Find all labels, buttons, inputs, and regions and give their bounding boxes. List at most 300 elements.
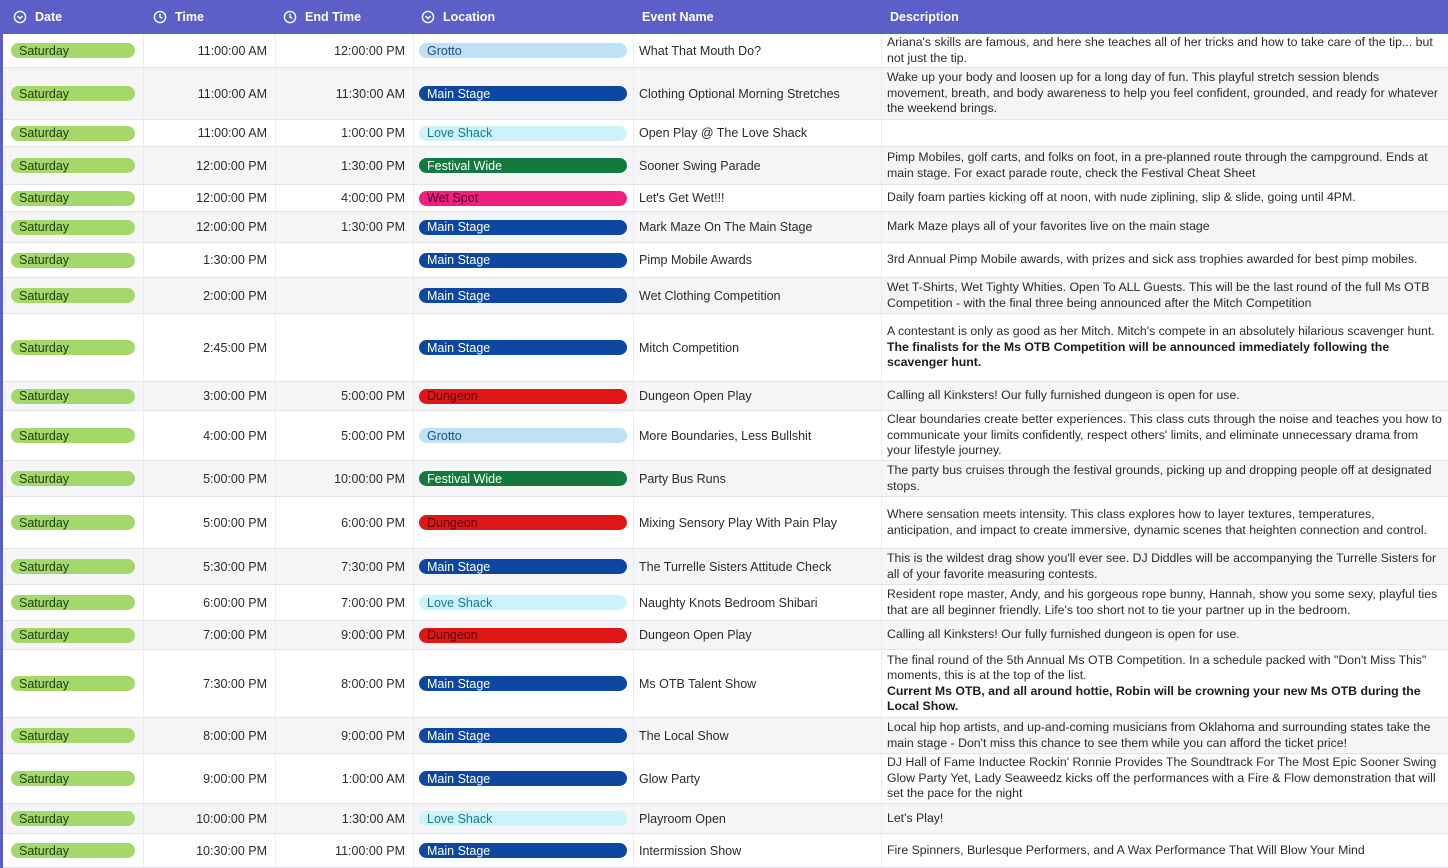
description-cell[interactable]: [887, 68, 1443, 119]
location-tag: Main Stage: [419, 771, 627, 786]
location-cell[interactable]: [419, 185, 627, 211]
table-row[interactable]: [3, 314, 1448, 382]
time-value: 8:00:00 PM: [203, 728, 267, 743]
event-name: Sooner Swing Parade: [639, 158, 761, 173]
description-content: [887, 324, 1443, 371]
location-tag: Dungeon: [419, 628, 627, 643]
description-cell[interactable]: [887, 120, 1443, 146]
column-divider: [143, 585, 144, 620]
table-row[interactable]: [3, 585, 1448, 621]
column-divider: [275, 718, 276, 753]
event-name-cell[interactable]: [639, 243, 877, 277]
time-value: 5:00:00 PM: [203, 515, 267, 530]
date-cell[interactable]: [11, 621, 139, 649]
end-time-cell[interactable]: [275, 243, 405, 277]
description-cell[interactable]: [887, 212, 1443, 242]
table-row[interactable]: [3, 278, 1448, 314]
end-time-cell[interactable]: [275, 804, 405, 833]
date-cell[interactable]: [11, 804, 139, 833]
column-header-label: End Time: [305, 10, 362, 24]
description-cell[interactable]: [887, 278, 1443, 313]
location-cell[interactable]: [419, 212, 627, 242]
location-cell[interactable]: [419, 754, 627, 803]
date-cell[interactable]: [11, 212, 139, 242]
column-header-label: Date: [35, 10, 63, 24]
location-cell[interactable]: [419, 147, 627, 184]
column-divider: [633, 621, 634, 649]
date-cell[interactable]: [11, 754, 139, 803]
column-divider: [143, 382, 144, 410]
end-time-cell[interactable]: [275, 314, 405, 381]
location-cell[interactable]: [419, 411, 627, 460]
column-header-event-name[interactable]: [642, 0, 714, 34]
end-time-value: 5:00:00 PM: [341, 428, 405, 443]
date-cell[interactable]: [11, 147, 139, 184]
description-cell[interactable]: [887, 34, 1443, 67]
description-text: Let's Play!: [887, 810, 944, 825]
event-name: Mark Maze On The Main Stage: [639, 220, 813, 234]
time-cell[interactable]: [143, 185, 267, 211]
table-row[interactable]: [3, 212, 1448, 243]
description-content: [887, 755, 1443, 802]
time-cell[interactable]: [143, 718, 267, 753]
event-name-cell[interactable]: [639, 718, 877, 753]
table-row[interactable]: [3, 754, 1448, 804]
event-name-cell[interactable]: [639, 549, 877, 584]
end-time-cell[interactable]: [275, 382, 405, 410]
column-divider: [143, 185, 144, 211]
column-header-description[interactable]: [890, 0, 959, 34]
table-row[interactable]: [3, 382, 1448, 411]
date-cell[interactable]: [11, 411, 139, 460]
event-name: Mitch Competition: [639, 340, 740, 355]
location-cell[interactable]: [419, 549, 627, 584]
column-divider: [881, 212, 882, 242]
date-tag: Saturday: [11, 428, 135, 443]
column-divider: [881, 621, 882, 649]
table-row[interactable]: [3, 34, 1448, 68]
column-divider: [633, 185, 634, 211]
date-tag: Saturday: [11, 728, 135, 743]
event-name: Pimp Mobile Awards: [639, 253, 753, 267]
event-name: Intermission Show: [639, 843, 742, 858]
description-text: Daily foam parties kicking off at noon, with nude ziplining, slip & slide, going until 4PM.: [887, 190, 1356, 205]
description-cell[interactable]: [887, 382, 1443, 410]
table-row[interactable]: [3, 120, 1448, 147]
date-cell[interactable]: [11, 185, 139, 211]
date-cell[interactable]: [11, 34, 139, 67]
column-divider: [275, 411, 276, 460]
date-cell[interactable]: [11, 650, 139, 717]
end-time-cell[interactable]: [275, 212, 405, 242]
time-value: 11:00:00 AM: [197, 86, 267, 101]
location-cell[interactable]: [419, 718, 627, 753]
time-value: 12:00:00 PM: [196, 191, 267, 205]
description-cell[interactable]: [887, 314, 1443, 381]
end-time-cell[interactable]: [275, 834, 405, 867]
description-text: Resident rope master, Andy, and his gorgeous rope bunny, Hannah, show you some sexy, playful ties that are all beginner friendly. Life's too short not to tie your partner up in the bedroom.: [887, 587, 1438, 617]
column-divider: [143, 718, 144, 753]
end-time-value: 7:00:00 PM: [341, 595, 405, 610]
table-row[interactable]: [3, 621, 1448, 650]
event-name-cell[interactable]: [639, 68, 877, 119]
column-divider: [413, 585, 414, 620]
description-text: The final round of the 5th Annual Ms OTB Competition. In a schedule packed with "Don't Miss This" moments, this is at the top of the list.: [887, 652, 1427, 682]
date-cell[interactable]: [11, 585, 139, 620]
location-cell[interactable]: [419, 243, 627, 277]
time-value: 5:00:00 PM: [203, 471, 267, 486]
time-cell[interactable]: [143, 34, 267, 67]
table-row[interactable]: [3, 185, 1448, 212]
date-cell[interactable]: [11, 314, 139, 381]
event-name-cell[interactable]: [639, 754, 877, 803]
column-divider: [143, 278, 144, 313]
location-cell[interactable]: [419, 834, 627, 867]
clock-icon: [153, 10, 167, 24]
dropdown-circle-icon: [421, 10, 435, 24]
date-cell[interactable]: [11, 549, 139, 584]
date-cell[interactable]: [11, 278, 139, 313]
event-name: Dungeon Open Play: [639, 628, 752, 642]
date-cell[interactable]: [11, 497, 139, 548]
column-divider: [413, 185, 414, 211]
location-cell[interactable]: [419, 804, 627, 833]
date-tag: Saturday: [11, 253, 135, 268]
table-row[interactable]: [3, 461, 1448, 497]
column-divider: [881, 804, 882, 833]
description-text: Clear boundaries create better experiences. This class cuts through the noise and teaches you how to communicate your limits confidently, respect others' limits, and eliminate unnecessary drama from your lifestyle journey.: [887, 412, 1442, 458]
column-divider: [881, 411, 882, 460]
event-name-cell[interactable]: [639, 834, 877, 867]
description-content: [887, 653, 1443, 715]
time-cell[interactable]: [143, 804, 267, 833]
description-text: Wet T-Shirts, Wet Tighty Whities. Open To ALL Guests. This will be the last round of the full Ms OTB Competition - with the final three being announced after the Mitch Competition: [887, 280, 1430, 310]
column-divider: [413, 718, 414, 753]
time-cell[interactable]: [143, 278, 267, 313]
event-name: What That Mouth Do?: [639, 43, 762, 58]
location-tag: Main Stage: [419, 340, 627, 355]
description-content: [887, 388, 1240, 404]
description-cell[interactable]: [887, 621, 1443, 649]
date-tag: Saturday: [11, 389, 135, 404]
column-divider: [633, 314, 634, 381]
end-time-cell[interactable]: [275, 278, 405, 313]
column-divider: [143, 314, 144, 381]
table-row[interactable]: [3, 68, 1448, 120]
time-value: 5:30:00 PM: [203, 559, 267, 574]
table-row[interactable]: [3, 497, 1448, 549]
date-tag: Saturday: [11, 86, 135, 101]
time-value: 3:00:00 PM: [203, 389, 267, 403]
date-tag: Saturday: [11, 811, 135, 826]
end-time-value: 12:00:00 PM: [334, 43, 405, 58]
location-tag: Festival Wide: [419, 158, 627, 173]
end-time-cell[interactable]: [275, 754, 405, 803]
column-divider: [275, 382, 276, 410]
end-time-cell[interactable]: [275, 34, 405, 67]
location-tag: Main Stage: [419, 288, 627, 303]
description-cell[interactable]: [887, 147, 1443, 184]
end-time-cell[interactable]: [275, 185, 405, 211]
table-row[interactable]: [3, 834, 1448, 868]
time-cell[interactable]: [143, 68, 267, 119]
column-divider: [413, 212, 414, 242]
column-divider: [633, 804, 634, 833]
end-time-cell[interactable]: [275, 718, 405, 753]
location-cell[interactable]: [419, 497, 627, 548]
description-content: [887, 70, 1443, 117]
end-time-value: 10:00:00 PM: [334, 471, 405, 486]
table-row[interactable]: [3, 549, 1448, 585]
column-divider: [881, 243, 882, 277]
description-cell[interactable]: [887, 804, 1443, 833]
column-divider: [633, 382, 634, 410]
event-name-cell[interactable]: [639, 120, 877, 146]
description-text: This is the wildest drag show you'll ever see. DJ Diddles will be accompanying the Turrelle Sisters for all of your favorite measuring contests.: [887, 551, 1437, 581]
location-cell[interactable]: [419, 278, 627, 313]
time-cell[interactable]: [143, 754, 267, 803]
column-divider: [881, 68, 882, 119]
event-name: Glow Party: [639, 771, 701, 786]
event-name: Playroom Open: [639, 811, 726, 826]
event-name: More Boundaries, Less Bullshit: [639, 428, 812, 443]
date-cell[interactable]: [11, 243, 139, 277]
column-divider: [275, 497, 276, 548]
event-name-cell[interactable]: [639, 314, 877, 381]
column-divider: [881, 754, 882, 803]
time-cell[interactable]: [143, 585, 267, 620]
time-value: 12:00:00 PM: [196, 158, 267, 173]
date-tag: Saturday: [11, 43, 135, 58]
table-row[interactable]: [3, 718, 1448, 754]
event-name-cell[interactable]: [639, 411, 877, 460]
description-text: A contestant is only as good as her Mitch. Mitch's compete in an absolutely hilarious scavenger hunt.: [887, 324, 1435, 339]
table-row[interactable]: [3, 147, 1448, 185]
end-time-value: 6:00:00 PM: [341, 515, 405, 530]
time-value: 10:00:00 PM: [196, 811, 267, 826]
description-cell[interactable]: [887, 754, 1443, 803]
column-divider: [413, 754, 414, 803]
column-divider: [143, 549, 144, 584]
description-content: [887, 280, 1443, 311]
column-header-label: Event Name: [642, 10, 714, 24]
column-divider: [633, 147, 634, 184]
column-divider: [143, 34, 144, 67]
description-cell[interactable]: [887, 497, 1443, 548]
time-cell[interactable]: [143, 549, 267, 584]
event-name-cell[interactable]: [639, 185, 877, 211]
location-cell[interactable]: [419, 120, 627, 146]
description-cell[interactable]: [887, 650, 1443, 717]
end-time-cell[interactable]: [275, 411, 405, 460]
column-divider: [275, 120, 276, 146]
location-tag: Love Shack: [419, 126, 627, 141]
date-tag: Saturday: [11, 595, 135, 610]
end-time-cell[interactable]: [275, 461, 405, 496]
end-time-value: 7:30:00 PM: [341, 559, 405, 574]
location-tag: Main Stage: [419, 843, 627, 858]
description-text: Calling all Kinksters! Our fully furnished dungeon is open for use.: [887, 388, 1240, 403]
column-divider: [633, 120, 634, 146]
column-divider: [143, 212, 144, 242]
location-cell[interactable]: [419, 585, 627, 620]
location-cell[interactable]: [419, 68, 627, 119]
time-cell[interactable]: [143, 147, 267, 184]
column-divider: [275, 549, 276, 584]
time-value: 9:00:00 PM: [203, 771, 267, 786]
table-row[interactable]: [3, 804, 1448, 834]
event-name: Naughty Knots Bedroom Shibari: [639, 595, 818, 610]
column-divider: [413, 278, 414, 313]
event-name-cell[interactable]: [639, 212, 877, 242]
column-divider: [881, 497, 882, 548]
time-cell[interactable]: [143, 120, 267, 146]
event-name-cell[interactable]: [639, 621, 877, 649]
column-divider: [881, 718, 882, 753]
time-value: 11:00:00 AM: [197, 43, 267, 58]
column-divider: [633, 411, 634, 460]
time-value: 7:00:00 PM: [203, 628, 267, 642]
end-time-cell[interactable]: [275, 650, 405, 717]
column-divider: [881, 549, 882, 584]
column-divider: [413, 834, 414, 867]
location-cell[interactable]: [419, 382, 627, 410]
time-cell[interactable]: [143, 314, 267, 381]
column-divider: [275, 243, 276, 277]
date-cell[interactable]: [11, 718, 139, 753]
end-time-cell[interactable]: [275, 147, 405, 184]
time-value: 7:30:00 PM: [203, 676, 267, 691]
column-divider: [413, 411, 414, 460]
time-cell[interactable]: [143, 411, 267, 460]
description-content: [887, 190, 1356, 206]
location-tag: Main Stage: [419, 220, 627, 235]
date-cell[interactable]: [11, 834, 139, 867]
date-tag: Saturday: [11, 191, 135, 206]
location-cell[interactable]: [419, 314, 627, 381]
time-cell[interactable]: [143, 621, 267, 649]
end-time-value: 8:00:00 PM: [341, 676, 405, 691]
event-name-cell[interactable]: [639, 585, 877, 620]
column-divider: [881, 461, 882, 496]
location-cell[interactable]: [419, 650, 627, 717]
location-cell[interactable]: [419, 461, 627, 496]
column-divider: [633, 718, 634, 753]
column-divider: [143, 243, 144, 277]
column-divider: [881, 314, 882, 381]
column-header-label: Location: [443, 10, 496, 24]
description-cell[interactable]: [887, 243, 1443, 277]
column-divider: [275, 314, 276, 381]
description-cell[interactable]: [887, 185, 1443, 211]
date-tag: Saturday: [11, 676, 135, 691]
location-cell[interactable]: [419, 621, 627, 649]
description-content: [887, 720, 1443, 751]
table-row[interactable]: [3, 650, 1448, 718]
end-time-value: 1:30:00 PM: [341, 220, 405, 234]
location-cell[interactable]: [419, 34, 627, 67]
event-name-cell[interactable]: [639, 804, 877, 833]
description-cell[interactable]: [887, 834, 1443, 867]
event-name-cell[interactable]: [639, 34, 877, 67]
event-name-cell[interactable]: [639, 461, 877, 496]
column-divider: [413, 147, 414, 184]
column-divider: [413, 243, 414, 277]
time-value: 1:30:00 PM: [203, 253, 267, 267]
end-time-cell[interactable]: [275, 120, 405, 146]
event-name-cell[interactable]: [639, 382, 877, 410]
date-cell[interactable]: [11, 68, 139, 119]
description-cell[interactable]: [887, 549, 1443, 584]
column-divider: [413, 650, 414, 717]
end-time-cell[interactable]: [275, 549, 405, 584]
end-time-value: 5:00:00 PM: [341, 389, 405, 403]
column-divider: [633, 243, 634, 277]
time-cell[interactable]: [143, 834, 267, 867]
description-content: [887, 507, 1443, 538]
time-cell[interactable]: [143, 212, 267, 242]
time-cell[interactable]: [143, 497, 267, 548]
description-cell[interactable]: [887, 411, 1443, 460]
description-text: The party bus cruises through the festival grounds, picking up and dropping people off at designated stops.: [887, 463, 1432, 493]
location-tag: Main Stage: [419, 559, 627, 574]
description-cell[interactable]: [887, 718, 1443, 753]
description-content: [887, 150, 1443, 181]
column-header-time[interactable]: [153, 0, 204, 34]
column-header-end-time[interactable]: [283, 0, 361, 34]
description-cell[interactable]: [887, 461, 1443, 496]
event-name-cell[interactable]: [639, 650, 877, 717]
event-name: Wet Clothing Competition: [639, 288, 781, 303]
event-name-cell[interactable]: [639, 497, 877, 548]
end-time-cell[interactable]: [275, 621, 405, 649]
event-name-cell[interactable]: [639, 278, 877, 313]
date-cell[interactable]: [11, 120, 139, 146]
table-row[interactable]: [3, 243, 1448, 278]
column-divider: [413, 621, 414, 649]
column-divider: [633, 549, 634, 584]
column-divider: [275, 834, 276, 867]
time-cell[interactable]: [143, 650, 267, 717]
column-divider: [143, 650, 144, 717]
column-divider: [275, 650, 276, 717]
column-header-date[interactable]: [13, 0, 62, 34]
column-divider: [881, 278, 882, 313]
date-cell[interactable]: [11, 382, 139, 410]
date-tag: Saturday: [11, 340, 135, 355]
time-cell[interactable]: [143, 461, 267, 496]
end-time-cell[interactable]: [275, 585, 405, 620]
column-header-location[interactable]: [421, 0, 495, 34]
location-tag: Wet Spot: [419, 191, 627, 206]
column-divider: [413, 120, 414, 146]
description-cell[interactable]: [887, 585, 1443, 620]
event-name-cell[interactable]: [639, 147, 877, 184]
description-text: Pimp Mobiles, golf carts, and folks on foot, in a pre-planned route through the campground. Ends at main stage. For exact parade route, check the Festival Cheat Sheet: [887, 150, 1428, 180]
column-divider: [413, 549, 414, 584]
date-tag: Saturday: [11, 158, 135, 173]
table-row[interactable]: [3, 411, 1448, 461]
time-cell[interactable]: [143, 243, 267, 277]
date-cell[interactable]: [11, 461, 139, 496]
column-divider: [633, 461, 634, 496]
time-cell[interactable]: [143, 382, 267, 410]
description-text: Where sensation meets intensity. This class explores how to layer textures, temperatures, anticipation, and impact to create immersive, dynamic scenes that heighten connection and control.: [887, 507, 1427, 537]
end-time-cell[interactable]: [275, 497, 405, 548]
column-divider: [413, 382, 414, 410]
end-time-cell[interactable]: [275, 68, 405, 119]
event-name: Party Bus Runs: [639, 471, 726, 486]
